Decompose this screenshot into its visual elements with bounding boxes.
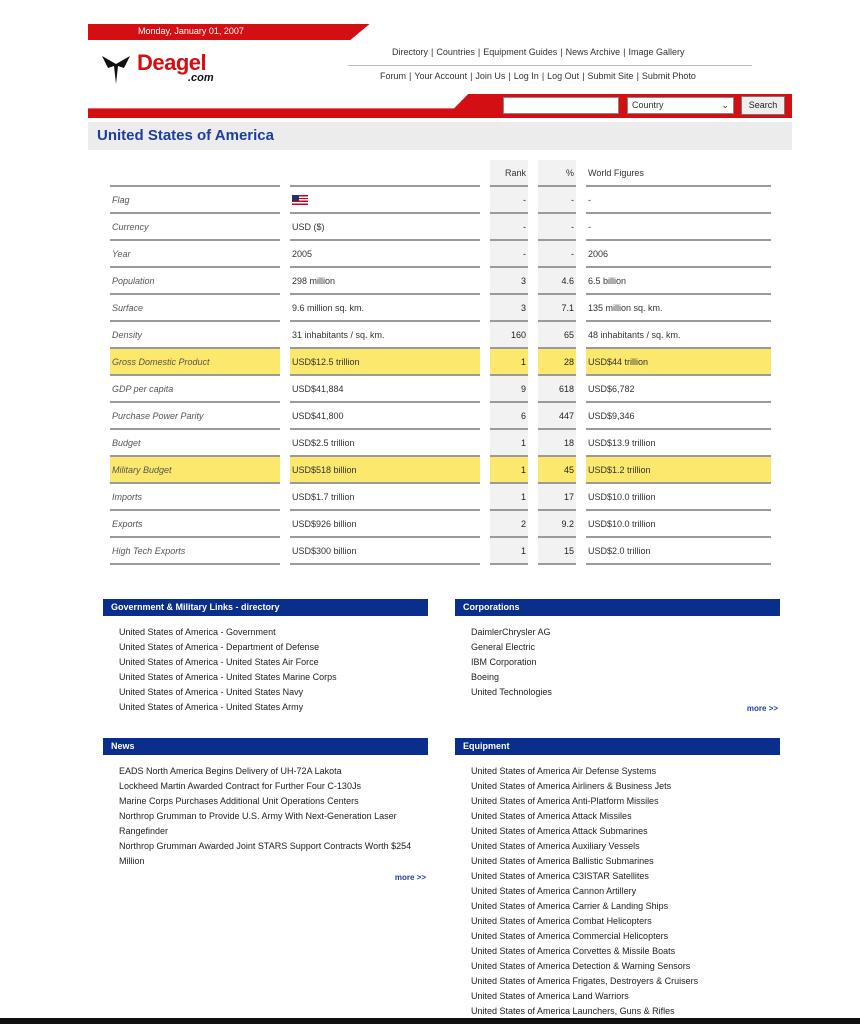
nav-submit-photo[interactable]: Submit Photo xyxy=(641,71,696,81)
stat-value: USD$12.5 trillion xyxy=(290,349,480,376)
country-stats-table xyxy=(100,160,781,565)
stat-percent: - xyxy=(538,214,576,241)
stat-value xyxy=(290,187,480,214)
stat-percent: 28 xyxy=(538,349,576,376)
header-rank: Rank xyxy=(490,160,528,187)
stat-percent: 447 xyxy=(538,403,576,430)
news-link-item[interactable]: Marine Corps Purchases Additional Unit Operations Centers xyxy=(119,796,359,806)
stat-value: USD$41,800 xyxy=(290,403,480,430)
corporation-link-item[interactable]: United Technologies xyxy=(471,687,552,697)
stat-label: Currency xyxy=(110,214,280,241)
stat-label: Year xyxy=(110,241,280,268)
stat-world-figure: USD$2.0 trillion xyxy=(586,538,771,565)
primary-nav: Directory | Countries | Equipment Guides | News Archive | Image Gallery xyxy=(392,47,685,57)
stats-row xyxy=(110,241,771,268)
equipment-link-item[interactable]: United States of America C3ISTAR Satellites xyxy=(471,871,649,881)
equipment-header: Equipment xyxy=(455,738,780,755)
stat-value: 2005 xyxy=(290,241,480,268)
nav-log-in[interactable]: Log In xyxy=(513,71,539,81)
stats-row xyxy=(110,376,771,403)
corporation-link-item[interactable]: Boeing xyxy=(471,672,500,682)
equipment-link-item[interactable]: United States of America Attack Missiles xyxy=(471,811,632,821)
stats-row xyxy=(110,403,771,430)
stat-value: USD$2.5 trillion xyxy=(290,430,480,457)
equipment-link-item[interactable]: United States of America Launchers, Guns & Rifles xyxy=(471,1006,675,1016)
stats-row xyxy=(110,295,771,322)
gov-link-item[interactable]: United States of America - United States Army xyxy=(119,702,304,712)
stat-percent: 45 xyxy=(538,457,576,484)
logo-suffix-text: .com xyxy=(188,72,214,84)
header-value xyxy=(290,160,480,187)
site-logo[interactable] xyxy=(100,50,240,90)
news-link-item[interactable]: Northrop Grumman Awarded Joint STARS Support Contracts Worth $254 Million xyxy=(119,841,412,866)
nav-forum[interactable]: Forum xyxy=(380,71,407,81)
stat-value: 298 million xyxy=(290,268,480,295)
stat-label: GDP per capita xyxy=(110,376,280,403)
corporations-more-link[interactable]: more >> xyxy=(746,704,778,713)
stat-percent: 17 xyxy=(538,484,576,511)
stat-world-figure: 48 inhabitants / sq. km. xyxy=(586,322,771,349)
stats-row xyxy=(110,322,771,349)
stat-world-figure: USD$9,346 xyxy=(586,403,771,430)
stat-rank: 160 xyxy=(490,322,528,349)
stat-label: Density xyxy=(110,322,280,349)
stat-label: Exports xyxy=(110,511,280,538)
stat-rank: - xyxy=(490,214,528,241)
stat-rank: 3 xyxy=(490,295,528,322)
chevron-down-icon: ⌄ xyxy=(721,100,729,110)
search-input[interactable] xyxy=(503,97,619,114)
nav-news-archive[interactable]: News Archive xyxy=(565,47,621,57)
stat-rank: 1 xyxy=(490,484,528,511)
gov-link-item[interactable]: United States of America - Government xyxy=(119,627,276,637)
current-date: Monday, January 01, 2007 xyxy=(138,26,244,36)
equipment-list xyxy=(455,764,780,1019)
secondary-nav: Forum | Your Account | Join Us | Log In | Log Out | Submit Site | Submit Photo xyxy=(380,71,696,81)
stat-value: USD ($) xyxy=(290,214,480,241)
header-percent: % xyxy=(538,160,576,187)
nav-directory[interactable]: Directory xyxy=(392,47,429,57)
page-title-bar xyxy=(88,122,792,150)
gov-link-item[interactable]: United States of America - Department of Defense xyxy=(119,642,320,652)
stat-percent: 7.1 xyxy=(538,295,576,322)
stat-label: Surface xyxy=(110,295,280,322)
nav-image-gallery[interactable]: Image Gallery xyxy=(628,47,685,57)
equipment-link-item[interactable]: United States of America Commercial Helicopters xyxy=(471,931,669,941)
country-select-value: Country xyxy=(632,100,664,110)
equipment-link-item[interactable]: United States of America Cannon Artillery xyxy=(471,886,637,896)
equipment-link-item[interactable]: United States of America Ballistic Submarines xyxy=(471,856,654,866)
stat-rank: 3 xyxy=(490,268,528,295)
stat-label: Military Budget xyxy=(110,457,280,484)
gov-link-item[interactable]: United States of America - United States Navy xyxy=(119,687,304,697)
stat-world-figure: - xyxy=(586,187,771,214)
stat-rank: 2 xyxy=(490,511,528,538)
stat-label: Population xyxy=(110,268,280,295)
stat-world-figure: - xyxy=(586,214,771,241)
corporations-header: Corporations xyxy=(455,599,780,616)
nav-your-account[interactable]: Your Account xyxy=(414,71,468,81)
corporations-list xyxy=(455,625,780,700)
country-select[interactable] xyxy=(627,97,734,114)
stat-value: 31 inhabitants / sq. km. xyxy=(290,322,480,349)
stat-label: Purchase Power Parity xyxy=(110,403,280,430)
logo-brand-text: Deagel xyxy=(137,50,207,75)
corporation-link-item[interactable]: IBM Corporation xyxy=(471,657,537,667)
header-world-figures: World Figures xyxy=(586,160,771,187)
bottom-edge xyxy=(0,1018,860,1024)
stat-world-figure: USD$6,782 xyxy=(586,376,771,403)
stat-world-figure: 135 million sq. km. xyxy=(586,295,771,322)
stat-value: USD$518 billion xyxy=(290,457,480,484)
stat-world-figure: USD$44 trillion xyxy=(586,349,771,376)
stat-label: Budget xyxy=(110,430,280,457)
stat-value: USD$926 billion xyxy=(290,511,480,538)
nav-submit-site[interactable]: Submit Site xyxy=(587,71,634,81)
equipment-link-item[interactable]: United States of America Anti-Platform Missiles xyxy=(471,796,659,806)
stat-label: Gross Domestic Product xyxy=(110,349,280,376)
gov-link-item[interactable]: United States of America - United States Air Force xyxy=(119,657,319,667)
news-list xyxy=(103,764,428,869)
equipment-link-item[interactable]: United States of America Airliners & Business Jets xyxy=(471,781,672,791)
stat-percent: - xyxy=(538,187,576,214)
top-date-bar xyxy=(88,24,792,40)
stat-label: High Tech Exports xyxy=(110,538,280,565)
nav-countries[interactable]: Countries xyxy=(436,47,475,57)
equipment-link-item[interactable]: United States of America Attack Submarines xyxy=(471,826,648,836)
stat-percent: 4.6 xyxy=(538,268,576,295)
news-header: News xyxy=(103,738,428,755)
stats-row xyxy=(110,538,771,565)
gov-links-list xyxy=(103,625,428,715)
news-panel xyxy=(103,738,428,882)
equipment-link-item[interactable]: United States of America Air Defense Systems xyxy=(471,766,657,776)
equipment-link-item[interactable]: United States of America Carrier & Landing Ships xyxy=(471,901,669,911)
stats-header-row xyxy=(110,160,771,187)
stats-row xyxy=(110,214,771,241)
stat-world-figure: USD$10.0 trillion xyxy=(586,484,771,511)
stat-rank: 9 xyxy=(490,376,528,403)
gov-military-links-header[interactable]: Government & Military Links - directory xyxy=(103,599,428,616)
nav-log-out[interactable]: Log Out xyxy=(547,71,580,81)
stat-percent: - xyxy=(538,241,576,268)
stat-value: 9.6 million sq. km. xyxy=(290,295,480,322)
stats-row xyxy=(110,349,771,376)
news-link-item[interactable]: EADS North America Begins Delivery of UH-72A Lakota xyxy=(119,766,342,776)
equipment-link-item[interactable]: United States of America Detection & Warning Sensors xyxy=(471,961,691,971)
stat-value: USD$300 billion xyxy=(290,538,480,565)
stat-world-figure: 6.5 billion xyxy=(586,268,771,295)
stat-world-figure: 2006 xyxy=(586,241,771,268)
stat-rank: 1 xyxy=(490,349,528,376)
stats-row xyxy=(110,457,771,484)
stat-value: USD$41,884 xyxy=(290,376,480,403)
stats-row xyxy=(110,511,771,538)
corporations-panel xyxy=(455,599,780,713)
news-link-item[interactable]: Northrop Grumman to Provide U.S. Army With Next-Generation Laser Rangefinder xyxy=(119,811,397,836)
gov-link-item[interactable]: United States of America - United States Marine Corps xyxy=(119,672,337,682)
nav-equipment-guides[interactable]: Equipment Guides xyxy=(483,47,558,57)
gov-military-links-panel xyxy=(103,599,428,715)
stat-label: Flag xyxy=(110,187,280,214)
stat-rank: 1 xyxy=(490,457,528,484)
stat-label: Imports xyxy=(110,484,280,511)
equipment-link-item[interactable]: United States of America Auxiliary Vessels xyxy=(471,841,640,851)
stats-row xyxy=(110,484,771,511)
search-button[interactable]: Search xyxy=(741,96,785,115)
stat-rank: - xyxy=(490,187,528,214)
us-flag-icon xyxy=(292,195,308,205)
stat-rank: - xyxy=(490,241,528,268)
stat-percent: 18 xyxy=(538,430,576,457)
stat-world-figure: USD$10.0 trillion xyxy=(586,511,771,538)
corporation-link-item[interactable]: General Electric xyxy=(471,642,536,652)
stats-row xyxy=(110,187,771,214)
stat-rank: 6 xyxy=(490,403,528,430)
equipment-link-item[interactable]: United States of America Combat Helicopters xyxy=(471,916,652,926)
stat-percent: 15 xyxy=(538,538,576,565)
stat-rank: 1 xyxy=(490,538,528,565)
stats-row xyxy=(110,268,771,295)
stat-rank: 1 xyxy=(490,430,528,457)
nav-join-us[interactable]: Join Us xyxy=(475,71,506,81)
stat-percent: 9.2 xyxy=(538,511,576,538)
nav-divider xyxy=(348,65,752,66)
news-more-link[interactable]: more >> xyxy=(394,873,426,882)
logo-emblem-icon xyxy=(100,52,132,86)
corporation-link-item[interactable]: DaimlerChrysler AG xyxy=(471,627,551,637)
stat-value: USD$1.7 trillion xyxy=(290,484,480,511)
stat-world-figure: USD$13.9 trillion xyxy=(586,430,771,457)
equipment-link-item[interactable]: United States of America Land Warriors xyxy=(471,991,629,1001)
equipment-link-item[interactable]: United States of America Frigates, Destroyers & Cruisers xyxy=(471,976,699,986)
equipment-panel xyxy=(455,738,780,1019)
equipment-link-item[interactable]: United States of America Corvettes & Missile Boats xyxy=(471,946,676,956)
stat-world-figure: USD$1.2 trillion xyxy=(586,457,771,484)
header-label xyxy=(110,160,280,187)
stat-percent: 618 xyxy=(538,376,576,403)
news-link-item[interactable]: Lockheed Martin Awarded Contract for Further Four C-130Js xyxy=(119,781,361,791)
stat-percent: 65 xyxy=(538,322,576,349)
top-bar-cutout xyxy=(312,24,792,40)
page-title: United States of America xyxy=(97,127,274,144)
stats-row xyxy=(110,430,771,457)
